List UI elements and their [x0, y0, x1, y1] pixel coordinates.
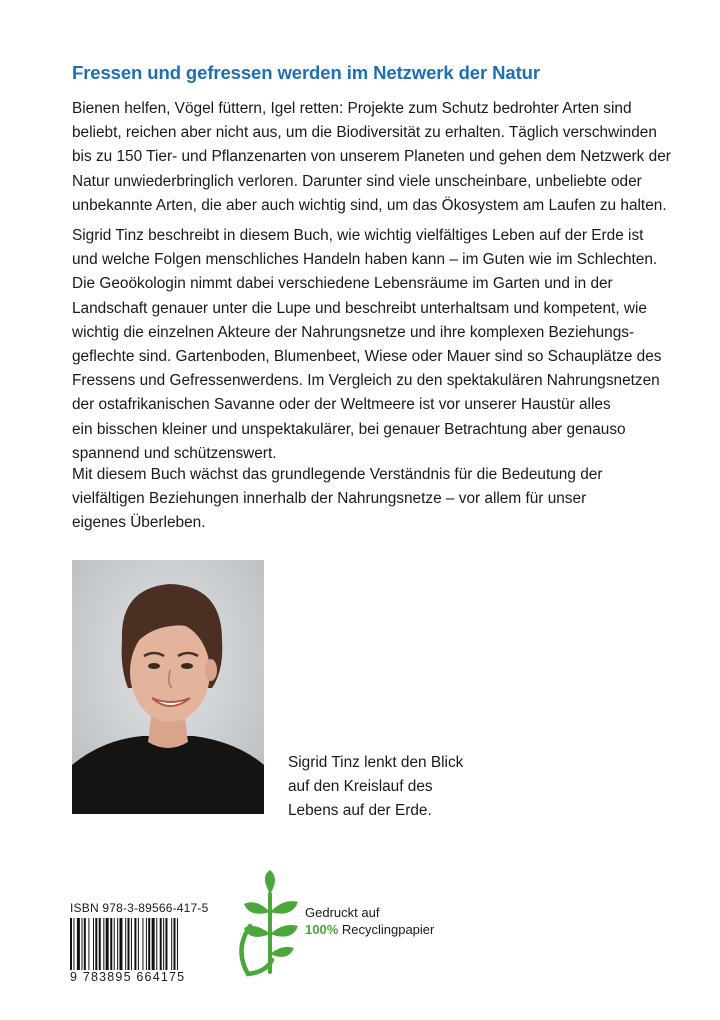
- text-line: eigenes Überleben.: [72, 514, 206, 532]
- blurb-paragraph-2: [72, 224, 672, 466]
- text-line: geflechte sind. Gartenboden, Blumenbeet, Wiese oder Mauer sind so Schauplätze des: [72, 348, 662, 366]
- text-line: Die Geoökologin nimmt dabei verschiedene Lebensräume im Garten und in der: [72, 275, 613, 293]
- text-line: Mit diesem Buch wächst das grundlegende Verständnis für die Bedeutung der: [72, 466, 603, 483]
- isbn-label: ISBN 978-3-89566-417-5: [70, 901, 209, 915]
- text-line: Natur unwiederbringlich verloren. Darunter sind viele unscheinbare, unbeliebte oder: [72, 172, 642, 190]
- caption-line: auf den Kreislauf des: [288, 778, 433, 795]
- eco-label-rest: Recyclingpapier: [338, 922, 435, 937]
- text-line: bis zu 150 Tier- und Pflanzenarten von unserem Planeten und gehen dem Netzwerk der: [72, 148, 671, 166]
- caption-line: Lebens auf der Erde.: [288, 802, 432, 819]
- text-line: wichtig die einzelnen Akteure der Nahrungsnetze und ihre komplexen Beziehungs-: [72, 323, 635, 341]
- barcode-digits: 9 783895 664175: [70, 970, 186, 984]
- back-cover-heading: Fressen und gefressen werden im Netzwerk der Natur: [72, 62, 540, 83]
- text-line: beliebt, reichen aber nicht aus, um die Biodiversität zu erhalten. Täglich verschwinden: [72, 124, 657, 142]
- text-line: und welche Folgen menschliches Handeln haben kann – im Guten wie im Schlechten.: [72, 251, 658, 269]
- text-line: vielfältigen Beziehungen innerhalb der Nahrungsnetze – vor allem für unser: [72, 490, 587, 508]
- barcode-icon: [70, 918, 218, 970]
- text-line: Sigrid Tinz beschreibt in diesem Buch, wie wichtig vielfältiges Leben auf der Erde ist: [72, 227, 644, 244]
- eco-percent: 100%: [305, 922, 339, 937]
- blurb-paragraph-3: [72, 463, 672, 536]
- author-photo: [72, 560, 264, 814]
- text-line: ein bisschen kleiner und unspektakulärer, bei genauer Betrachtung aber genauso: [72, 420, 626, 438]
- eco-label-line1: Gedruckt auf: [305, 905, 380, 920]
- caption-line: Sigrid Tinz lenkt den Blick: [288, 754, 464, 771]
- eco-label-line2: [305, 922, 434, 937]
- text-line: der ostafrikanischen Savanne oder der Weltmeere ist vor unserer Haustür alles: [72, 396, 611, 414]
- text-line: Landschaft genauer unter die Lupe und beschreibt unterhaltsam und kompetent, wie: [72, 299, 647, 317]
- text-line: unbekannte Arten, die aber auch wichtig sind, um das Ökosystem am Laufen zu halten.: [72, 196, 667, 214]
- text-line: Fressens und Gefressenwerdens. Im Vergleich zu den spektakulären Nahrungsnetzen: [72, 372, 660, 390]
- author-caption: [288, 751, 463, 823]
- blurb-paragraph-1: [72, 97, 672, 218]
- text-line: spannend und schützenswert.: [72, 444, 277, 462]
- text-line: Bienen helfen, Vögel füttern, Igel retten: Projekte zum Schutz bedrohter Arten sind: [72, 100, 632, 117]
- recycling-plant-icon: [232, 868, 302, 980]
